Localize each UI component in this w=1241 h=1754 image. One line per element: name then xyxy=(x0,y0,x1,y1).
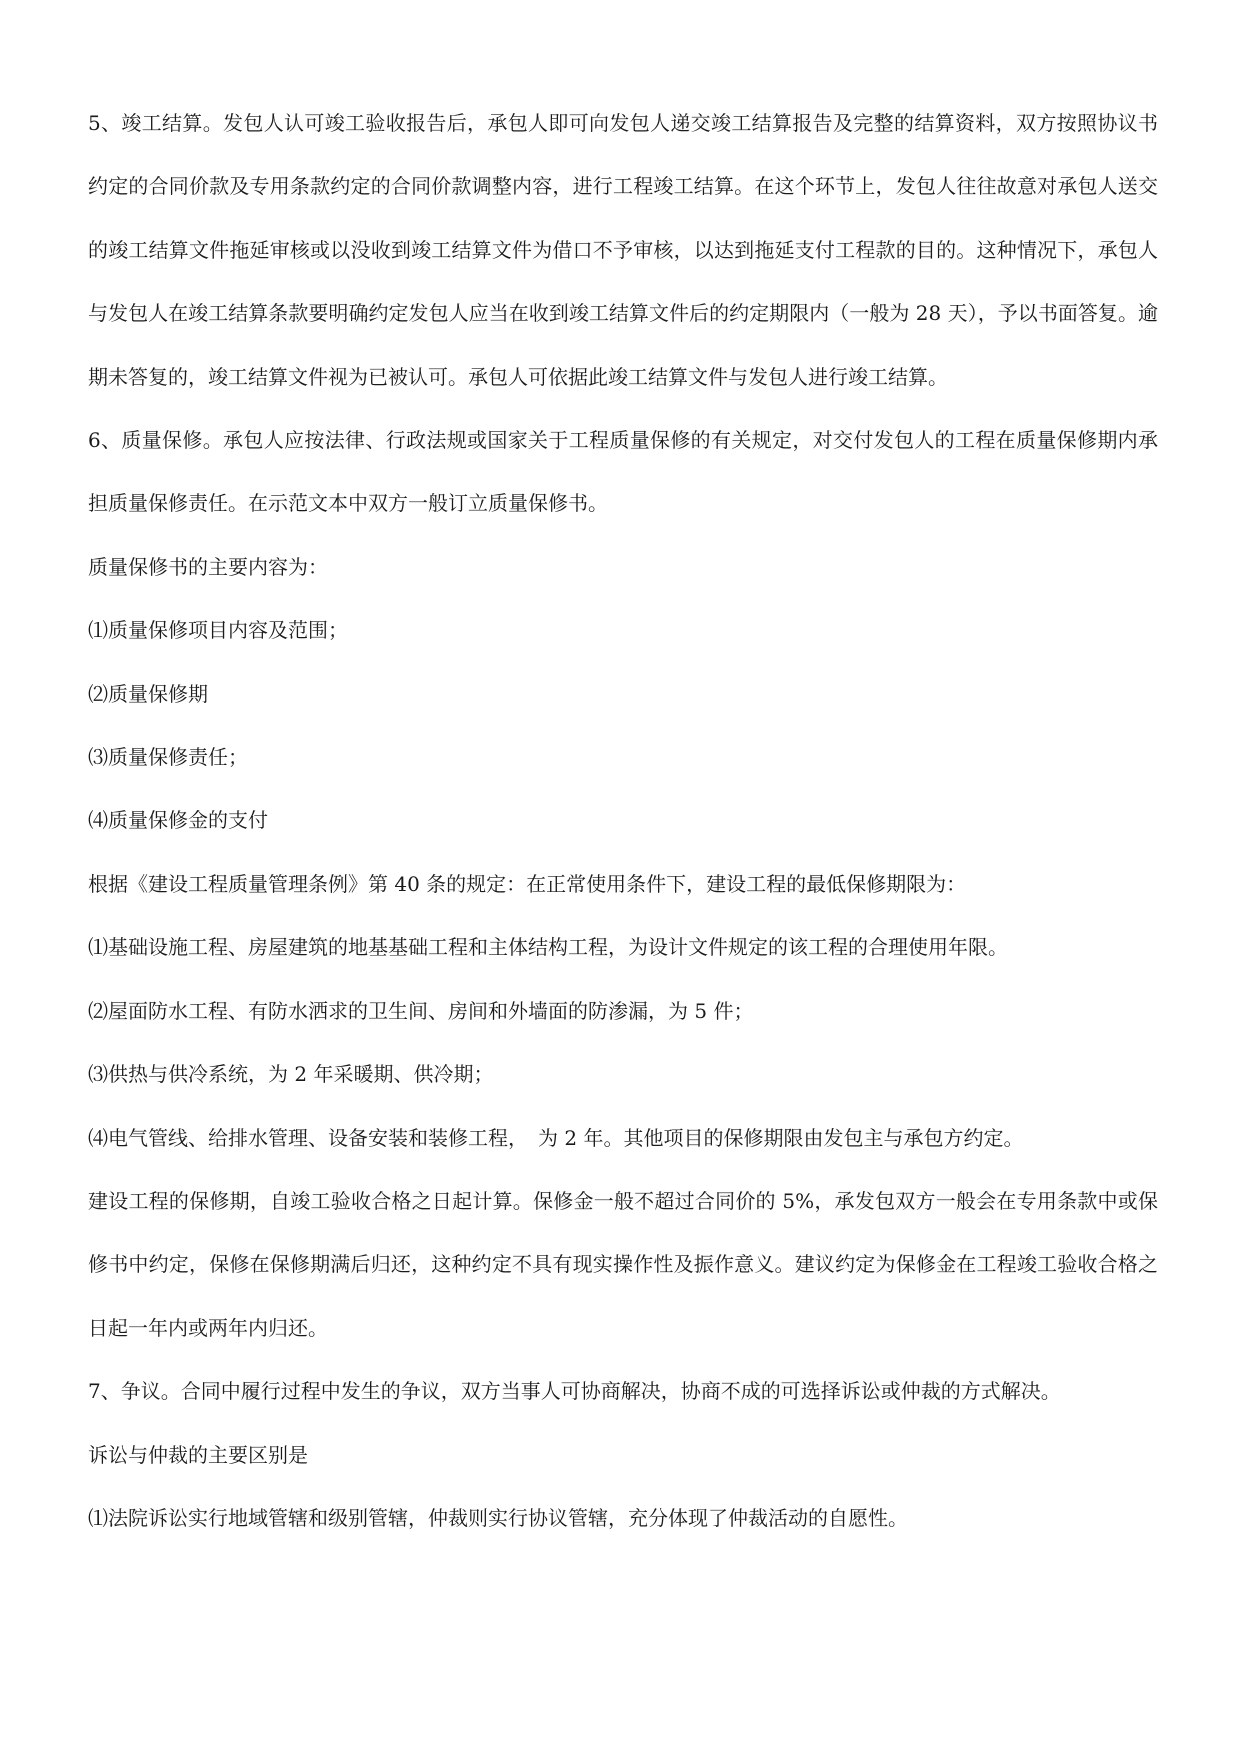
list-item-waterproofing: ⑵屋面防水工程、有防水洒求的卫生间、房间和外墙面的防渗漏，为 5 件； xyxy=(88,998,754,1023)
list-item-warranty-scope: ⑴质量保修项目内容及范围； xyxy=(88,618,348,643)
paragraph-quality-warranty: 6、质量保修。承包人应按法律、行政法规或国家关于工程质量保修的有关规定，对交付发包人的工程在质量保修期内承担质量保修责任。在示范文本中双方一般订立质量保修书。 xyxy=(88,428,1158,516)
paragraph-regulation-reference: 根据《建设工程质量管理条例》第 40 条的规定：在正常使用条件下，建设工程的最低保修期限为： xyxy=(88,871,967,896)
paragraph-completion-settlement: 5、竣工结算。发包人认可竣工验收报告后，承包人即可向发包人递交竣工结算报告及完整的结算资料，双方按照协议书约定的合同价款及专用条款约定的合同价款调整内容，进行工程竣工结算。在这个环节上，发包人往往故意对承包人送交的竣工结算文件拖延审核或以没收到竣工结算文件为借口不予审核，以达到拖延支付工程款的目的。这种情况下，承包人与发包人在竣工结算条款要明确约定发包人应当在收到竣工结算文件后的约定期限内（一般为 28 天），予以书面答复。逾期未答复的，竣工结算文件视为已被认可。承包人可依据此竣工结算文件与发包人进行竣工结算。 xyxy=(88,111,1158,389)
list-item-electrical-plumbing: ⑷电气管线、给排水管理、设备安装和装修工程， 为 2 年。其他项目的保修期限由发包主与承包方约定。 xyxy=(88,1125,1024,1150)
paragraph-warranty-contents-heading: 质量保修书的主要内容为： xyxy=(88,554,328,579)
paragraph-litigation-vs-arbitration: 诉讼与仲裁的主要区别是 xyxy=(88,1442,308,1467)
list-item-infrastructure: ⑴基础设施工程、房屋建筑的地基基础工程和主体结构工程，为设计文件规定的该工程的合理使用年限。 xyxy=(88,935,1008,960)
list-item-warranty-responsibility: ⑶质量保修责任； xyxy=(88,745,248,770)
list-item-jurisdiction: ⑴法院诉讼实行地域管辖和级别管辖，仲裁则实行协议管辖，充分体现了仲裁活动的自愿性。 xyxy=(88,1505,908,1530)
list-item-warranty-period: ⑵质量保修期 xyxy=(88,681,208,706)
list-item-heating-cooling: ⑶供热与供冷系统，为 2 年采暖期、供冷期； xyxy=(88,1062,494,1087)
list-item-warranty-payment: ⑷质量保修金的支付 xyxy=(88,808,268,833)
document-page xyxy=(88,0,1158,1550)
paragraph-disputes: 7、争议。合同中履行过程中发生的争议，双方当事人可协商解决，协商不成的可选择诉讼或仲裁的方式解决。 xyxy=(88,1379,1061,1404)
paragraph-warranty-deposit: 建设工程的保修期，自竣工验收合格之日起计算。保修金一般不超过合同价的 5%，承发包双方一般会在专用条款中或保修书中约定，保修在保修期满后归还，这种约定不具有现实操作性及振作意义。建议约定为保修金在工程竣工验收合格之日起一年内或两年内归还。 xyxy=(88,1188,1158,1340)
